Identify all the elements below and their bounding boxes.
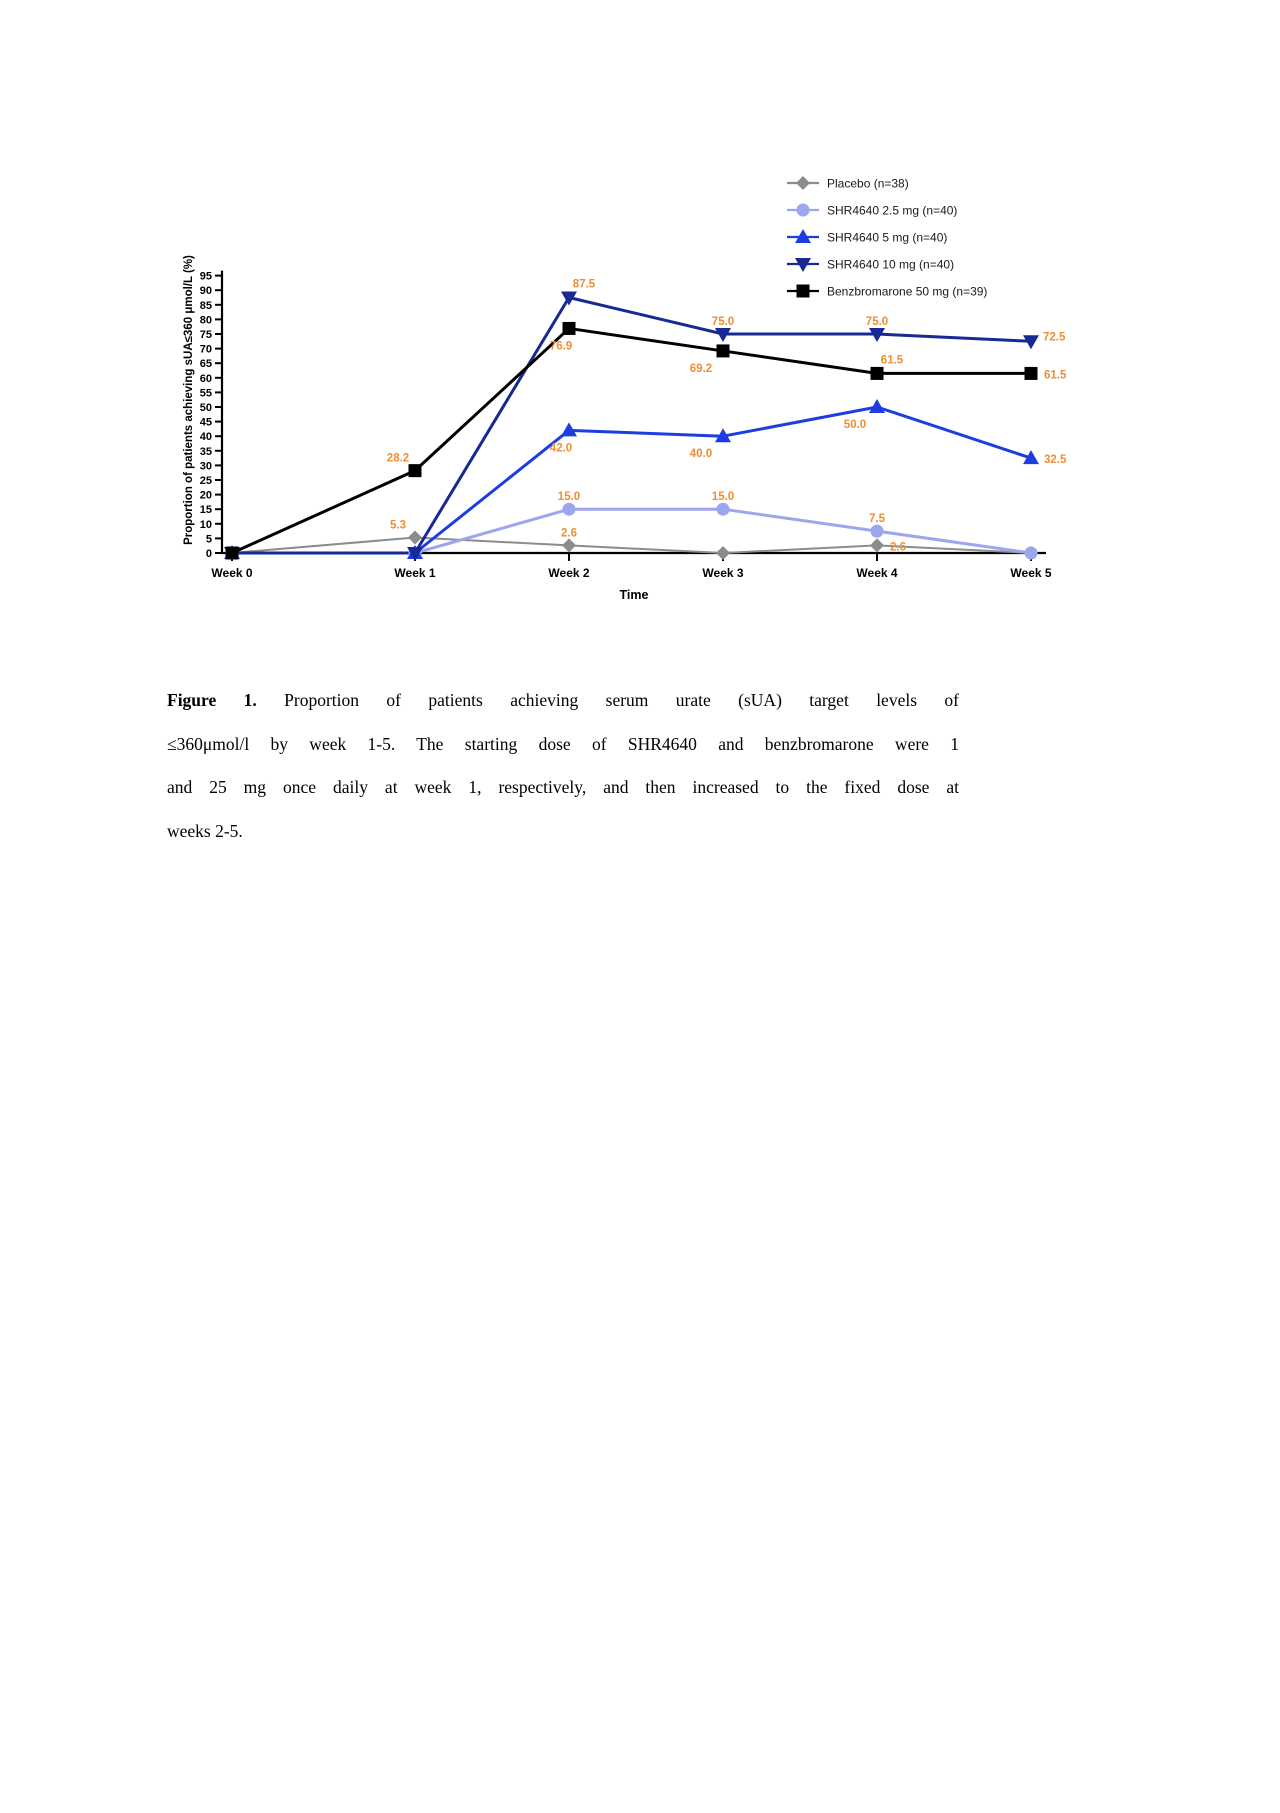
line-chart bbox=[0, 0, 1280, 660]
y-tick-label: 60 bbox=[199, 372, 212, 385]
series-path bbox=[232, 328, 1031, 553]
caption-line-2: ≤360μmol/l by week 1-5. The starting dose of SHR4640 and benzbromarone were 1 bbox=[167, 733, 959, 754]
x-axis-title: Time bbox=[619, 588, 649, 602]
data-point bbox=[717, 344, 730, 357]
series-markers-0 bbox=[225, 531, 1038, 560]
series-path bbox=[232, 538, 1031, 553]
caption-line-1 bbox=[167, 690, 959, 734]
data-label: 15.0 bbox=[711, 491, 735, 504]
y-tick-label: 55 bbox=[199, 387, 212, 400]
legend-square-icon bbox=[797, 285, 810, 298]
data-point bbox=[871, 367, 884, 380]
y-tick-label: 85 bbox=[199, 299, 212, 312]
series-line-2 bbox=[232, 407, 1031, 553]
y-tick-label: 10 bbox=[199, 518, 212, 531]
data-point bbox=[562, 538, 576, 552]
series-markers-2 bbox=[224, 399, 1039, 559]
data-label: 15.0 bbox=[557, 491, 581, 504]
data-label: 75.0 bbox=[865, 316, 889, 328]
series-line-3 bbox=[232, 298, 1031, 554]
legend-label: SHR4640 2.5 mg (n=40) bbox=[827, 203, 958, 218]
data-label: 69.2 bbox=[689, 362, 713, 375]
data-point bbox=[226, 547, 239, 560]
caption-line-3: and 25 mg once daily at week 1, respectively, and then increased to the fixed dose at bbox=[167, 777, 959, 797]
legend-label: Placebo (n=38) bbox=[827, 176, 909, 191]
legend-label: SHR4640 5 mg (n=40) bbox=[827, 230, 948, 245]
data-label: 42.0 bbox=[549, 442, 573, 455]
x-tick-label: Week 2 bbox=[548, 566, 590, 580]
caption-text-1: Proportion of patients achieving serum urate (sUA) target levels of bbox=[284, 690, 959, 710]
y-tick-label: 30 bbox=[199, 460, 212, 473]
data-point bbox=[1025, 367, 1038, 380]
series-line-0 bbox=[232, 538, 1031, 553]
data-label: 2.6 bbox=[890, 541, 906, 554]
data-label: 50.0 bbox=[843, 419, 867, 431]
y-tick-label: 35 bbox=[199, 445, 212, 458]
data-label: 61.5 bbox=[880, 354, 904, 367]
caption-line-4: weeks 2-5. bbox=[167, 820, 243, 841]
figure-1-chart-area bbox=[0, 0, 1280, 660]
series-path bbox=[232, 407, 1031, 553]
data-point bbox=[563, 503, 576, 516]
series-markers-1 bbox=[226, 503, 1038, 560]
data-point bbox=[409, 464, 422, 477]
y-tick-label: 15 bbox=[199, 504, 212, 517]
data-label: 61.5 bbox=[1044, 369, 1067, 382]
data-point bbox=[870, 538, 884, 552]
data-label: 5.3 bbox=[390, 519, 406, 532]
y-tick-label: 25 bbox=[199, 475, 212, 487]
x-ticks bbox=[211, 554, 1051, 580]
data-label: 75.0 bbox=[711, 316, 735, 328]
data-point bbox=[563, 322, 576, 335]
data-point bbox=[869, 399, 885, 413]
x-tick-label: Week 5 bbox=[1010, 566, 1052, 580]
legend-item bbox=[787, 204, 957, 218]
series-markers-3 bbox=[224, 292, 1039, 562]
data-label: 7.5 bbox=[869, 513, 885, 526]
y-tick-label: 75 bbox=[199, 329, 212, 341]
y-tick-label: 65 bbox=[199, 358, 212, 371]
data-label: 72.5 bbox=[1043, 331, 1066, 344]
y-tick-label: 20 bbox=[199, 489, 212, 502]
y-tick-label: 50 bbox=[199, 402, 212, 414]
y-tick-label: 45 bbox=[199, 416, 212, 429]
figure-label: Figure 1. bbox=[167, 690, 257, 710]
legend-item bbox=[787, 258, 954, 273]
series-markers-4 bbox=[226, 322, 1038, 560]
data-label: 2.6 bbox=[561, 527, 577, 540]
y-tick-label: 70 bbox=[199, 343, 212, 356]
series-labels-2 bbox=[550, 419, 1067, 466]
legend-item bbox=[787, 176, 909, 191]
y-tick-label: 0 bbox=[205, 548, 212, 560]
data-label: 76.9 bbox=[549, 340, 573, 353]
x-tick-label: Week 4 bbox=[856, 566, 898, 580]
legend-label: SHR4640 10 mg (n=40) bbox=[827, 257, 955, 272]
data-point bbox=[717, 503, 730, 516]
legend bbox=[787, 176, 987, 299]
legend-label: Benzbromarone 50 mg (n=39) bbox=[827, 284, 988, 299]
data-point bbox=[1025, 547, 1038, 560]
y-ticks bbox=[200, 271, 222, 560]
x-tick-label: Week 3 bbox=[702, 566, 744, 580]
series-path bbox=[232, 298, 1031, 554]
x-tick-label: Week 0 bbox=[211, 566, 253, 580]
legend-item bbox=[787, 285, 987, 299]
data-point bbox=[716, 546, 730, 560]
legend-circle-icon bbox=[797, 204, 810, 217]
legend-diamond-icon bbox=[796, 176, 810, 190]
y-tick-label: 40 bbox=[199, 431, 212, 444]
y-tick-label: 90 bbox=[199, 285, 212, 298]
series-line-4 bbox=[232, 328, 1031, 553]
data-label: 32.5 bbox=[1044, 454, 1067, 467]
legend-item bbox=[787, 229, 947, 245]
y-tick-label: 80 bbox=[199, 314, 212, 327]
data-point bbox=[871, 525, 884, 538]
y-tick-label: 5 bbox=[205, 533, 212, 546]
y-tick-label: 95 bbox=[199, 270, 212, 283]
y-axis-title: Proportion of patients achieving sUA≤360 μmol/L (%) bbox=[183, 255, 195, 545]
x-tick-label: Week 1 bbox=[394, 566, 436, 580]
data-label: 28.2 bbox=[386, 452, 410, 465]
data-label: 87.5 bbox=[572, 278, 596, 291]
figure-caption bbox=[167, 690, 959, 864]
data-label: 40.0 bbox=[689, 448, 713, 461]
